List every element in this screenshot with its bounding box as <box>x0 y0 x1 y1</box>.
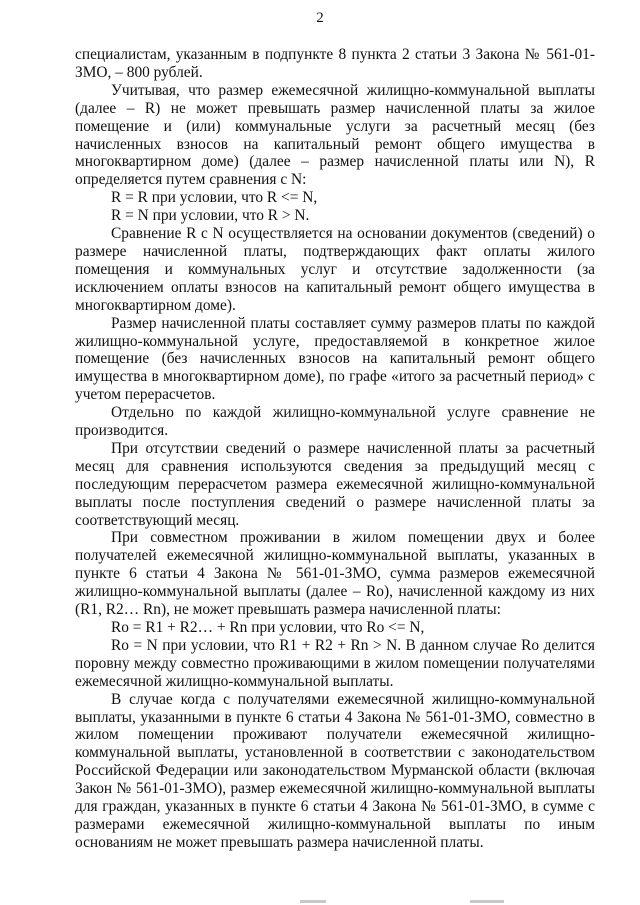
scan-artifact <box>470 900 504 903</box>
paragraph-joint-residence: При совместном проживании в жилом помещении двух и более получателей ежемесячной жилищно-коммунальной выплаты, указанных в пункте 6 статьи 4 Закона № 561-01-ЗМО, сумма размеров ежемесячной жилищно-коммунальной выплаты (далее – Ro), начисленной каждому из них (R1, R2… Rn), не может превышать размера начисленной платы: <box>75 529 595 619</box>
paragraph-missing-info: При отсутствии сведений о размере начисленной платы за расчетный месяц для сравнения используются сведения за предыдущий месяц с последующим перерасчетом размера ежемесячной жилищно-коммунальной выплаты после поступления сведений о размере начисленной платы за соответствующий месяц. <box>75 439 595 529</box>
page-number: 2 <box>316 10 324 26</box>
paragraph-r-definition: Учитывая, что размер ежемесячной жилищно-коммунальной выплаты (далее – R) не может превышать размер начисленной платы за жилое помещение и (или) коммунальные услуги за расчетный месяц (без начисленных взносов на капитальный ремонт общего имущества в многоквартирном доме) (далее – размер начисленной платы или N), R определяется путем сравнения с N: <box>75 81 595 189</box>
paragraph-mixed-recipients: В случае когда с получателями ежемесячной жилищно-коммунальной выплаты, указанными в пункте 6 статьи 4 Закона № 561-01-ЗМО, совместно в жилом помещении проживают получатели ежемесячной жилищно-коммунальной выплаты, установленной в соответствии с законодательством Российской Федерации или законодательством Мурманской области (включая Закон № 561-01-ЗМО), размер ежемесячной жилищно-коммунальной выплаты для граждан, указанных в пункте 6 статьи 4 Закона № 561-01-ЗМО, в сумме с размерами ежемесячной жилищно-коммунальной выплаты по иным основаниям не может превышать размера начисленной платы. <box>75 690 595 851</box>
paragraph-continuation: специалистам, указанным в подпункте 8 пункта 2 статьи 3 Закона № 561-01-ЗМО, – 800 рублей. <box>75 46 595 81</box>
paragraph-ro-eq-n: Ro = N при условии, что R1 + R2 + Rn > N. В данном случае Ro делится поровну между совместно проживающими в жилом помещении получателями ежемесячной жилищно-коммунальной выплаты. <box>75 636 595 690</box>
paragraph-comparison-basis: Сравнение R с N осуществляется на основании документов (сведений) о размере начисленной платы, подтверждающих факт оплаты жилого помещения и коммунальных услуг и отсутствие задолженности (за исключением оплаты взносов на капитальный ремонт общего имущества в многоквартирном доме). <box>75 225 595 314</box>
formula-r-le-n: R = R при условии, что R <= N, <box>111 189 318 207</box>
document-body <box>75 46 595 852</box>
formula-r-gt-n: R = N при условии, что R > N. <box>111 207 310 225</box>
paragraph-no-per-service: Отдельно по каждой жилищно-коммунальной услуге сравнение не производится. <box>75 404 595 440</box>
paragraph-charge-amount: Размер начисленной платы составляет сумму размеров платы по каждой жилищно-коммунальной услуге, предоставляемой в конкретное жилое помещение (без начисленных взносов на капитальный ремонт общего имущества в многоквартирном доме), по графе «итого за расчетный период» с учетом перерасчетов. <box>75 314 595 404</box>
scan-artifact <box>300 900 326 903</box>
formula-ro-le-n: Ro = R1 + R2… + Rn при условии, что Ro <= N, <box>111 619 425 636</box>
